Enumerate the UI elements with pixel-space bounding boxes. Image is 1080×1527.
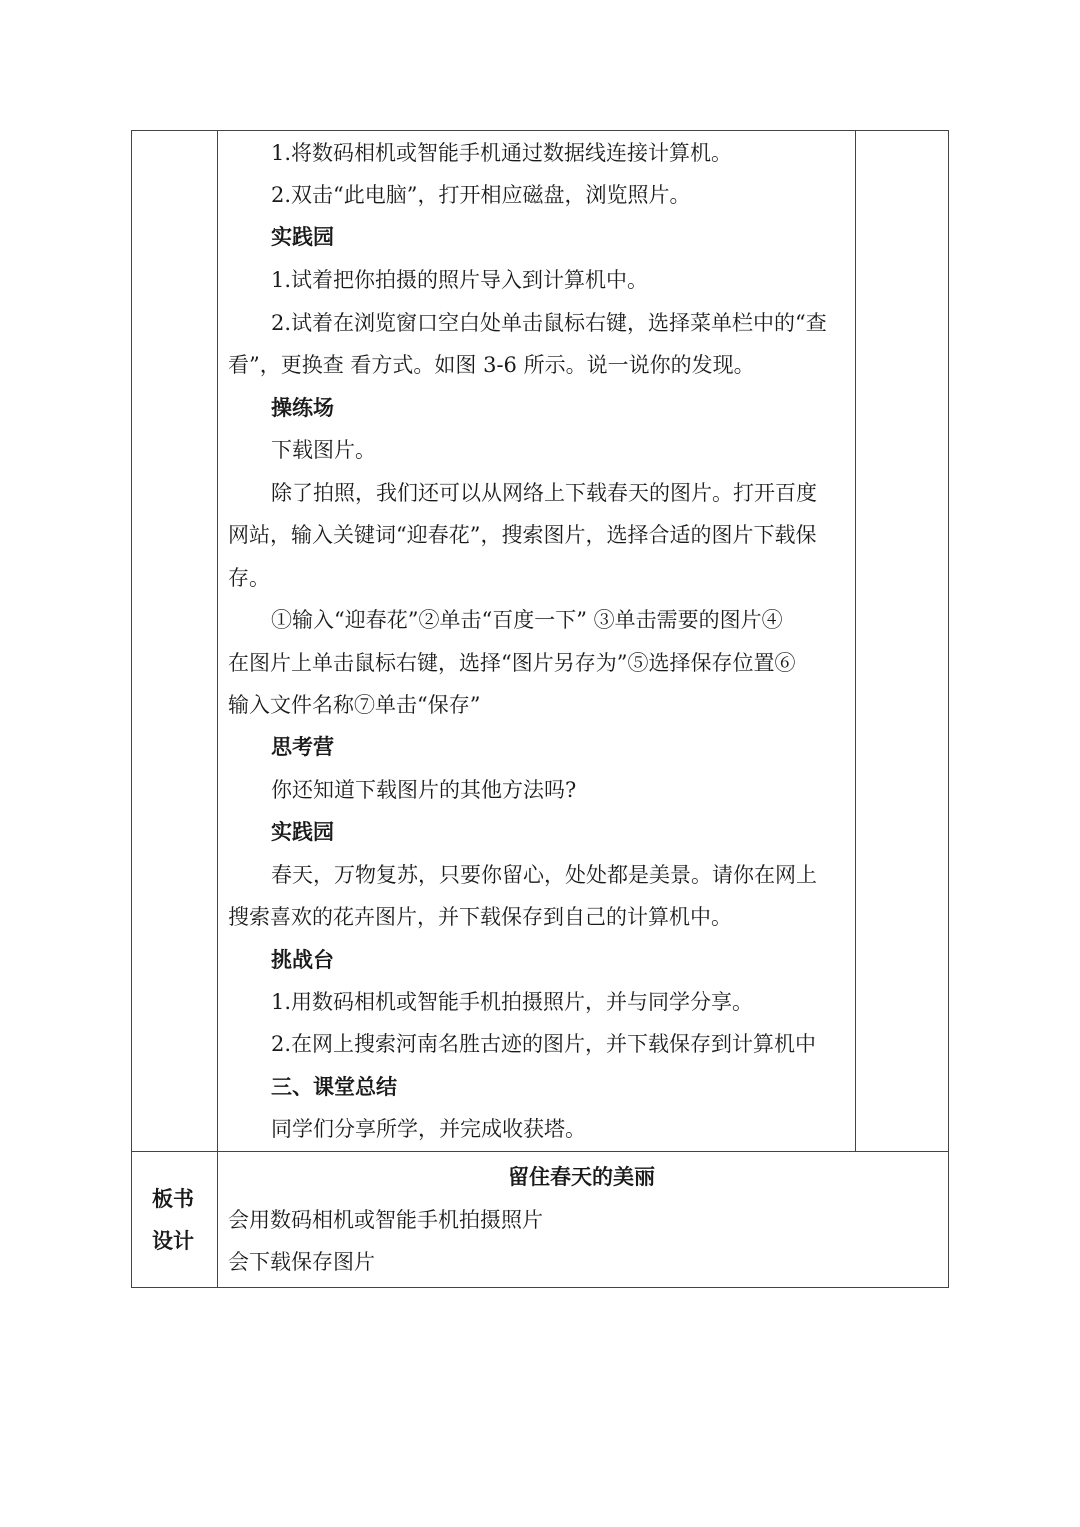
board-label-line1: 板书 — [152, 1186, 194, 1211]
text-line: 在图片上单击鼠标右键，选择“图片另存为”⑤选择保存位置⑥ — [228, 651, 796, 675]
section-heading: 实践园 — [271, 224, 334, 249]
board-item: 会用数码相机或智能手机拍摄照片 — [228, 1208, 543, 1232]
table-column-divider — [217, 130, 218, 1288]
text-line: 同学们分享所学，并完成收获塔。 — [271, 1117, 586, 1141]
text-line: 下载图片。 — [271, 438, 376, 462]
table-column-divider-right — [855, 130, 856, 1152]
section-heading: 挑战台 — [271, 947, 334, 972]
table-row-divider — [131, 1151, 949, 1152]
text-line: 搜索喜欢的花卉图片，并下载保存到自己的计算机中。 — [228, 905, 732, 929]
board-item: 会下载保存图片 — [228, 1250, 375, 1274]
table-border-left — [131, 130, 132, 1288]
text-line: 春天，万物复苏，只要你留心，处处都是美景。请你在网上 — [271, 863, 817, 887]
board-title: 留住春天的美丽 — [508, 1164, 655, 1189]
text-line: 网站，输入关键词“迎春花”，搜索图片，选择合适的图片下载保 — [228, 523, 817, 547]
section-heading: 实践园 — [271, 819, 334, 844]
text-line: 输入文件名称⑦单击“保存” — [228, 693, 481, 717]
board-label-line2: 设计 — [152, 1228, 194, 1253]
table-border-bottom — [131, 1287, 949, 1288]
text-line: 1.将数码相机或智能手机通过数据线连接计算机。 — [271, 141, 733, 165]
table-border-right — [948, 130, 949, 1288]
text-line: 2.在网上搜索河南名胜古迹的图片，并下载保存到计算机中 — [271, 1032, 817, 1056]
text-line: 2.试着在浏览窗口空白处单击鼠标右键，选择菜单栏中的“查 — [271, 311, 827, 335]
text-line: 2.双击“此电脑”，打开相应磁盘，浏览照片。 — [271, 183, 691, 207]
section-heading: 思考营 — [271, 734, 334, 759]
table-border-top — [131, 130, 949, 131]
text-line: 看”，更换查 看方式。如图 3-6 所示。说一说你的发现。 — [228, 353, 755, 377]
text-line: 1.试着把你拍摄的照片导入到计算机中。 — [271, 268, 649, 292]
text-line: 1.用数码相机或智能手机拍摄照片，并与同学分享。 — [271, 990, 754, 1014]
text-line: 除了拍照，我们还可以从网络上下载春天的图片。打开百度 — [271, 481, 817, 505]
section-heading: 三、课堂总结 — [271, 1074, 397, 1099]
text-line: 存。 — [228, 566, 270, 590]
section-heading: 操练场 — [271, 395, 334, 420]
text-line: ①输入“迎春花”②单击“百度一下” ③单击需要的图片④ — [271, 608, 783, 632]
text-line: 你还知道下载图片的其他方法吗? — [271, 778, 577, 802]
